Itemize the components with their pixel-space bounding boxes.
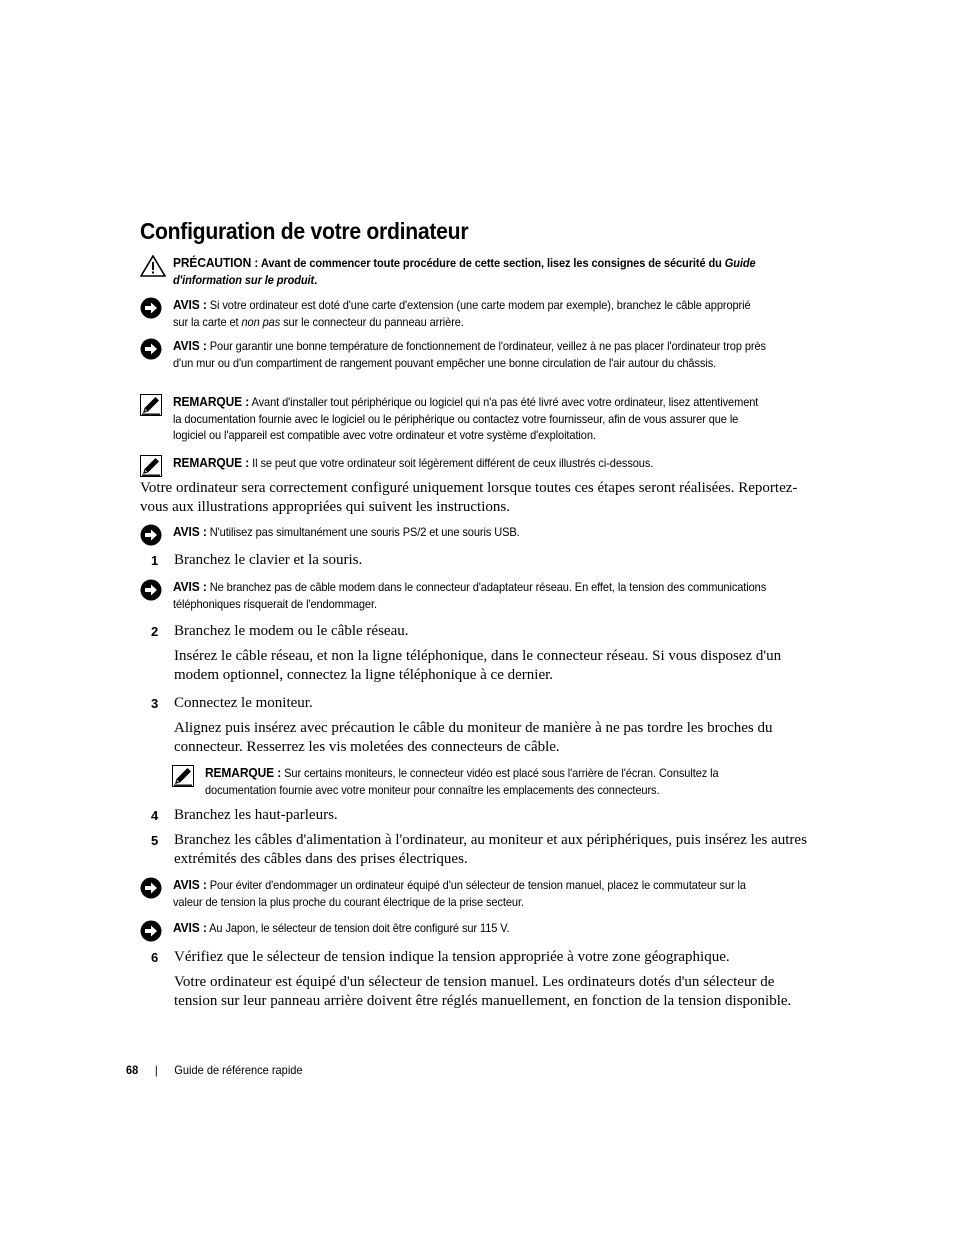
step-text: Vérifiez que le sélecteur de tension indique la tension appropriée à votre zone géographique. [174, 949, 730, 965]
step-number: 6 [151, 950, 159, 965]
step-number: 4 [151, 808, 159, 823]
notice-arrow-icon [140, 877, 166, 899]
notice-text: Si votre ordinateur est doté d'une carte d'extension (une carte modem par exemple), branchez le câble approprié sur la carte et [173, 298, 751, 329]
remark-note-3 [172, 765, 832, 798]
notice-italic: non pas [241, 314, 281, 329]
notice-label: AVIS : [173, 338, 207, 353]
remark-text: Il se peut que votre ordinateur soit légèrement différent de ceux illustrés ci-dessous. [252, 456, 654, 470]
step-text: Connectez le moniteur. [174, 695, 313, 711]
step-1 [140, 551, 830, 570]
notice-text: N'utilisez pas simultanément une souris PS/2 et une souris USB. [209, 525, 520, 539]
remark-text: Sur certains moniteurs, le connecteur vidéo est placé sous l'arrière de l'écran. Consultez la documentation fournie avec votre moniteur pour connaître les emplacements des connecteurs. [205, 766, 719, 797]
intro-paragraph: Votre ordinateur sera correctement configuré uniquement lorsque toutes ces étapes seront réalisées. Reportez-vous aux illustrations appropriées qui suivent les instructions. [140, 480, 798, 515]
notice-note-1 [140, 297, 830, 330]
notice-note-4 [140, 579, 830, 612]
remark-note-2 [140, 455, 830, 472]
step-detail: Insérez le câble réseau, et non la ligne téléphonique, dans le connecteur réseau. Si vous disposez d'un modem optionnel, connectez la ligne téléphonique à ce dernier. [174, 648, 782, 683]
pencil-note-icon [140, 455, 166, 477]
notice-arrow-icon [140, 524, 166, 546]
notice-text: Ne branchez pas de câble modem dans le connecteur d'adaptateur réseau. En effet, la tension des communications téléphoniques risquerait de l'endommager. [173, 580, 767, 611]
notice-label: AVIS : [173, 524, 207, 539]
step-number: 3 [151, 696, 159, 711]
notice-note-6 [140, 920, 830, 937]
remark-text: Avant d'installer tout périphérique ou logiciel qui n'a pas été livré avec votre ordinateur, lisez attentivement la documentation fournie avec le logiciel ou le périphérique ou contactez votre fournisseur, afin de vous assurer que le logiciel ou l'appareil est compatible avec votre ordinateur et votre système d'exploitation. [173, 395, 759, 442]
warning-triangle-icon [140, 255, 166, 277]
caution-after: . [314, 272, 318, 287]
remark-label: REMARQUE : [173, 455, 250, 470]
step-number: 5 [151, 833, 159, 848]
notice-note-2 [140, 338, 830, 371]
step-detail: Alignez puis insérez avec précaution le câble du moniteur de manière à ne pas tordre les broches du connecteur. Resserrez les vis moletées des connecteurs de câble. [174, 720, 773, 755]
notice-arrow-icon [140, 338, 166, 360]
notice-label: AVIS : [173, 579, 207, 594]
step-2 [140, 622, 830, 685]
step-number: 1 [151, 553, 159, 568]
notice-arrow-icon [140, 920, 166, 942]
caution-note [140, 255, 830, 288]
footer-title: Guide de référence rapide [174, 1063, 303, 1077]
step-number: 2 [151, 624, 159, 639]
pencil-note-icon [140, 394, 166, 416]
notice-arrow-icon [140, 579, 166, 601]
step-6 [140, 948, 830, 1011]
notice-label: AVIS : [173, 297, 207, 312]
remark-label: REMARQUE : [205, 765, 282, 780]
page-number: 68 [126, 1063, 139, 1077]
pencil-note-icon [172, 765, 198, 787]
notice-note-5 [140, 877, 830, 910]
notice-label: AVIS : [173, 920, 207, 935]
caution-label: PRÉCAUTION : [173, 255, 259, 270]
notice-note-3 [140, 524, 830, 541]
remark-label: REMARQUE : [173, 394, 250, 409]
step-text: Branchez les haut-parleurs. [174, 807, 338, 823]
remark-note-1 [140, 394, 830, 444]
notice-text: Au Japon, le sélecteur de tension doit être configuré sur 115 V. [209, 921, 510, 935]
step-4 [140, 806, 830, 825]
step-5 [140, 831, 830, 869]
step-3 [140, 694, 830, 757]
caution-italic: Guide d'information sur le produit [173, 256, 756, 287]
page-footer [126, 1061, 303, 1079]
notice-text: Pour garantir une bonne température de fonctionnement de l'ordinateur, veillez à ne pas placer l'ordinateur trop près d'un mur ou d'un compartiment de rangement pouvant empêcher une bonne circulation de l'air autour du châssis. [173, 339, 766, 370]
page-title: Configuration de votre ordinateur [140, 218, 469, 244]
notice-text: Pour éviter d'endommager un ordinateur équipé d'un sélecteur de tension manuel, placez le commutateur sur la valeur de tension la plus proche du courant électrique de la prise secteur. [173, 878, 746, 909]
step-detail: Votre ordinateur est équipé d'un sélecteur de tension manuel. Les ordinateurs dotés d'un sélecteur de tension sur leur panneau arrière doivent être réglés manuellement, en fonction de la tension disponible. [174, 974, 792, 1009]
notice-after: sur le connecteur du panneau arrière. [280, 314, 464, 329]
step-text: Branchez les câbles d'alimentation à l'ordinateur, au moniteur et aux périphériques, puis insérez les autres extrémités des câbles dans des prises électriques. [174, 832, 807, 867]
notice-label: AVIS : [173, 877, 207, 892]
step-text: Branchez le clavier et la souris. [174, 552, 363, 568]
step-text: Branchez le modem ou le câble réseau. [174, 623, 409, 639]
notice-arrow-icon [140, 297, 166, 319]
caution-text: Avant de commencer toute procédure de cette section, lisez les consignes de sécurité du [260, 256, 725, 270]
footer-separator: | [154, 1063, 158, 1077]
